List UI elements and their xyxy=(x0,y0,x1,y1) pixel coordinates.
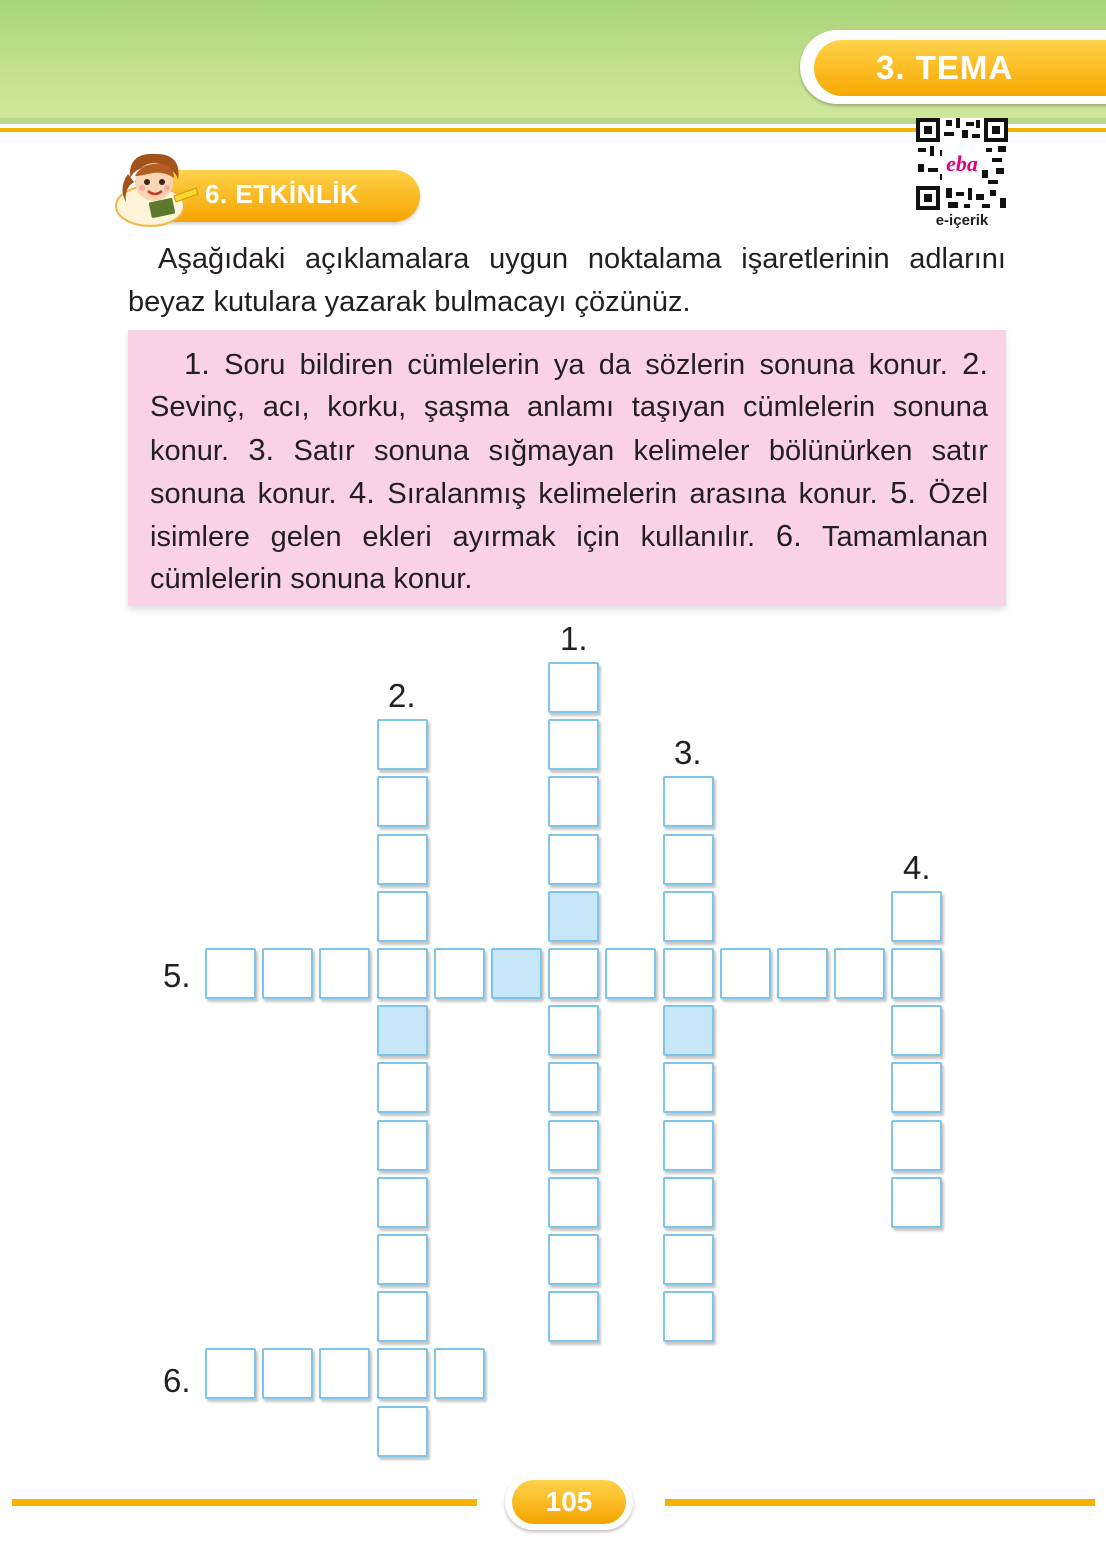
clue-number: 5. xyxy=(890,474,916,510)
crossword-cell[interactable] xyxy=(891,1005,942,1056)
crossword-cell[interactable] xyxy=(777,948,828,999)
crossword-cell[interactable] xyxy=(377,1120,428,1171)
crossword-cell[interactable] xyxy=(720,948,771,999)
clue-text: Soru bildiren cümlelerin ya da sözlerin sonuna konur. xyxy=(224,349,948,381)
qr-code-icon[interactable] xyxy=(916,118,1008,210)
crossword-cell[interactable] xyxy=(548,1005,599,1056)
crossword-cell[interactable] xyxy=(377,719,428,770)
clue-label-3: 3. xyxy=(674,734,702,771)
crossword-cell[interactable] xyxy=(377,834,428,885)
crossword-cell[interactable] xyxy=(319,948,370,999)
theme-label: 3. TEMA xyxy=(876,49,1014,86)
crossword-cell[interactable] xyxy=(377,1005,428,1056)
crossword-cell[interactable] xyxy=(663,948,714,999)
crossword-cell[interactable] xyxy=(548,719,599,770)
crossword-cell[interactable] xyxy=(834,948,885,999)
crossword-cell[interactable] xyxy=(663,1177,714,1228)
crossword-cell[interactable] xyxy=(377,1062,428,1113)
clue-label-4: 4. xyxy=(903,849,931,886)
footer-line-right xyxy=(665,1499,1095,1506)
clue-text: Sevinç, acı, korku, şaşma anlamı taşıyan cümlelerin sonuna konur. xyxy=(150,391,988,467)
clue-label-6: 6. xyxy=(163,1362,191,1399)
crossword-cell[interactable] xyxy=(663,891,714,942)
clue-text: Özel isimlere gelen ekleri ayırmak için kullanılır. xyxy=(150,477,989,554)
clue-label-1: 1. xyxy=(560,620,588,657)
crossword-cell[interactable] xyxy=(377,776,428,827)
crossword-cell[interactable] xyxy=(663,834,714,885)
crossword-cell[interactable] xyxy=(548,1291,599,1342)
crossword-cell[interactable] xyxy=(377,1348,428,1399)
crossword-cell[interactable] xyxy=(891,1177,942,1228)
crossword-cell[interactable] xyxy=(377,1177,428,1228)
crossword-cell[interactable] xyxy=(434,948,485,999)
eba-logo: eba xyxy=(946,151,978,176)
crossword-cell[interactable] xyxy=(891,1062,942,1113)
crossword-cell[interactable] xyxy=(548,948,599,999)
crossword-cell[interactable] xyxy=(663,1005,714,1056)
clue-label-5: 5. xyxy=(163,957,191,994)
crossword-cell[interactable] xyxy=(891,1120,942,1171)
theme-badge-inner xyxy=(814,40,1106,96)
girl-mascot-icon xyxy=(112,148,202,230)
clue-text: Sıralanmış kelimelerin arasına konur. xyxy=(387,477,878,510)
crossword-cell[interactable] xyxy=(377,891,428,942)
crossword-cell[interactable] xyxy=(663,776,714,827)
crossword-cell[interactable] xyxy=(891,948,942,999)
crossword-cell[interactable] xyxy=(548,1120,599,1171)
crossword-cell[interactable] xyxy=(663,1062,714,1113)
crossword-cell[interactable] xyxy=(548,834,599,885)
page-number: 105 xyxy=(512,1480,626,1524)
crossword-cell[interactable] xyxy=(548,891,599,942)
clue-number: 2. xyxy=(962,346,988,381)
crossword-cell[interactable] xyxy=(663,1234,714,1285)
crossword-cell[interactable] xyxy=(377,1234,428,1285)
clue-number: 3. xyxy=(248,431,275,467)
crossword-cell[interactable] xyxy=(891,891,942,942)
clue-number: 6. xyxy=(775,518,802,554)
crossword-cell[interactable] xyxy=(548,1177,599,1228)
crossword-cell[interactable] xyxy=(663,1120,714,1171)
clue-label-2: 2. xyxy=(388,677,416,714)
crossword-cell[interactable] xyxy=(434,1348,485,1399)
crossword-cell[interactable] xyxy=(548,1062,599,1113)
clue-text: Satır sonuna sığmayan kelimeler bölünürken satır sonuna konur. xyxy=(150,434,989,510)
crossword-cell[interactable] xyxy=(663,1291,714,1342)
crossword-cell[interactable] xyxy=(205,948,256,999)
crossword-cell[interactable] xyxy=(377,948,428,999)
qr-label: e-içerik xyxy=(935,212,989,229)
crossword-cell[interactable] xyxy=(262,948,313,999)
clue-number: 4. xyxy=(349,474,375,510)
instructions-text: Aşağıdaki açıklamalara uygun noktalama işaretlerinin adlarını beyaz kutulara yazarak bulmacayı çözünüz. xyxy=(128,243,1006,318)
crossword-cell[interactable] xyxy=(262,1348,313,1399)
crossword-cell[interactable] xyxy=(377,1291,428,1342)
crossword-cell[interactable] xyxy=(377,1406,428,1457)
footer-line-left xyxy=(12,1499,477,1506)
crossword-cell[interactable] xyxy=(491,948,542,999)
crossword-cell[interactable] xyxy=(319,1348,370,1399)
crossword-cell[interactable] xyxy=(548,662,599,713)
crossword-cell[interactable] xyxy=(548,776,599,827)
activity-title: 6. ETKİNLİK xyxy=(205,179,360,209)
clue-number: 1. xyxy=(184,346,210,381)
clue-text: Tamamlanan cümlelerin sonuna konur. xyxy=(150,521,988,596)
crossword-cell[interactable] xyxy=(548,1234,599,1285)
crossword-cell[interactable] xyxy=(605,948,656,999)
crossword-cell[interactable] xyxy=(205,1348,256,1399)
clue-list xyxy=(150,343,988,601)
